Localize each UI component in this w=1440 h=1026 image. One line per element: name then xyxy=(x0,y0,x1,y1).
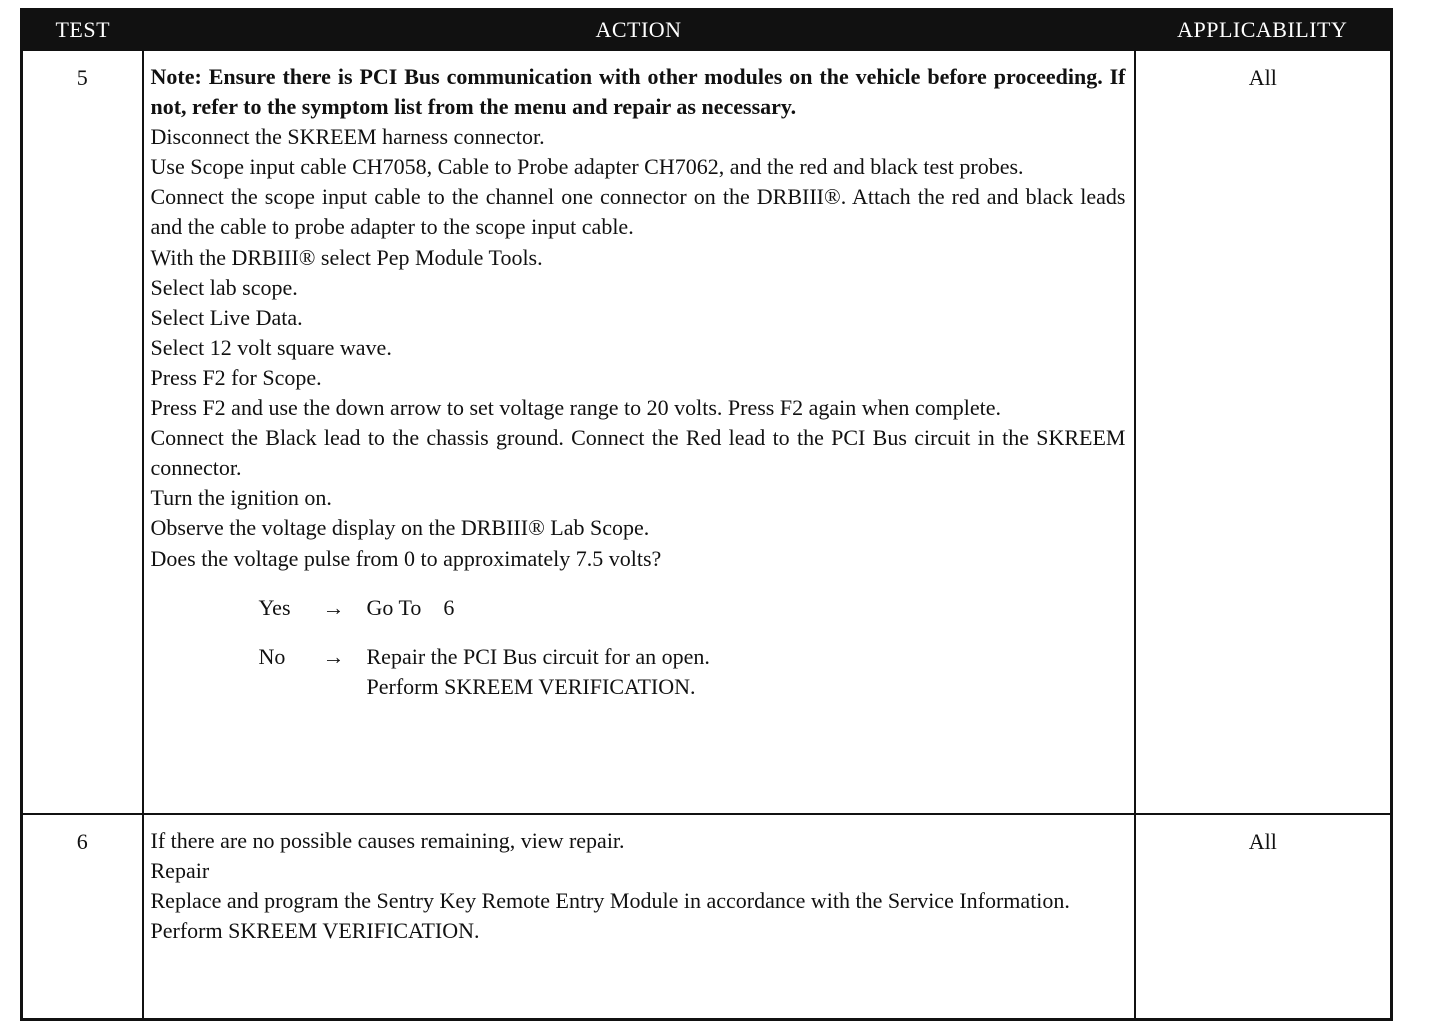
no-action-line: Repair the PCI Bus circuit for an open. xyxy=(366,643,710,669)
yes-action xyxy=(367,593,1126,623)
table-header-row xyxy=(22,10,1392,51)
table-row-test-6 xyxy=(22,814,1392,1020)
step-text: Press F2 and use the down arrow to set voltage range to 20 volts. Press F2 again when complete. xyxy=(150,395,1002,421)
question-text: Does the voltage pulse from 0 to approximately 7.5 volts? xyxy=(150,545,662,571)
right-arrow-icon: → xyxy=(322,594,345,620)
applicability-value: All xyxy=(1135,50,1392,814)
table-row-test-5 xyxy=(22,50,1392,814)
header-action: ACTION xyxy=(143,10,1135,51)
yes-branch xyxy=(259,593,1126,623)
right-arrow-icon: → xyxy=(322,643,345,669)
step-text: If there are no possible causes remaining, view repair. xyxy=(150,828,625,853)
goto-label: Go To xyxy=(366,594,422,620)
repair-label: Repair xyxy=(150,858,210,884)
action-cell xyxy=(143,814,1135,1020)
yes-label: Yes xyxy=(258,594,291,620)
applicability-value: All xyxy=(1135,814,1392,1020)
step-text: Press F2 for Scope. xyxy=(150,364,322,390)
step-text: Use Scope input cable CH7058, Cable to Probe adapter CH7062, and the red and black test probes. xyxy=(150,154,1024,180)
step-text: Turn the ignition on. xyxy=(150,485,332,511)
repair-text: Replace and program the Sentry Key Remote Entry Module in accordance with the Service Information. xyxy=(150,888,1070,914)
test-number: 6 xyxy=(22,814,143,1020)
step-text: Select Live Data. xyxy=(150,304,303,330)
step-text: Disconnect the SKREEM harness connector. xyxy=(150,124,545,150)
step-text: With the DRBIII® select Pep Module Tools. xyxy=(150,244,543,270)
no-action xyxy=(367,642,1126,702)
diagnostic-test-table xyxy=(20,8,1393,1021)
header-test: TEST xyxy=(22,10,143,51)
action-cell xyxy=(143,50,1135,814)
goto-test-link[interactable]: 6 xyxy=(443,594,455,620)
test-number: 5 xyxy=(22,50,143,814)
step-text: Connect the scope input cable to the channel one connector on the DRBIII®. Attach the red and black leads and the cable to probe adapter to the scope input cable. xyxy=(150,184,1126,240)
step-text: Select 12 volt square wave. xyxy=(150,334,392,360)
step-text: Observe the voltage display on the DRBIII® Lab Scope. xyxy=(150,515,650,541)
header-applicability: APPLICABILITY xyxy=(1135,10,1392,51)
no-branch xyxy=(259,642,1126,702)
note-text: Note: Ensure there is PCI Bus communication with other modules on the vehicle before proceeding. If not, refer to the symptom list from the menu and repair as necessary. xyxy=(150,64,1126,120)
step-text: Select lab scope. xyxy=(150,274,298,300)
repair-text: Perform SKREEM VERIFICATION. xyxy=(150,918,480,944)
step-text: Connect the Black lead to the chassis ground. Connect the Red lead to the PCI Bus circuit in the SKREEM connector. xyxy=(150,425,1126,481)
no-label: No xyxy=(258,643,286,669)
no-action-line: Perform SKREEM VERIFICATION. xyxy=(366,673,696,699)
